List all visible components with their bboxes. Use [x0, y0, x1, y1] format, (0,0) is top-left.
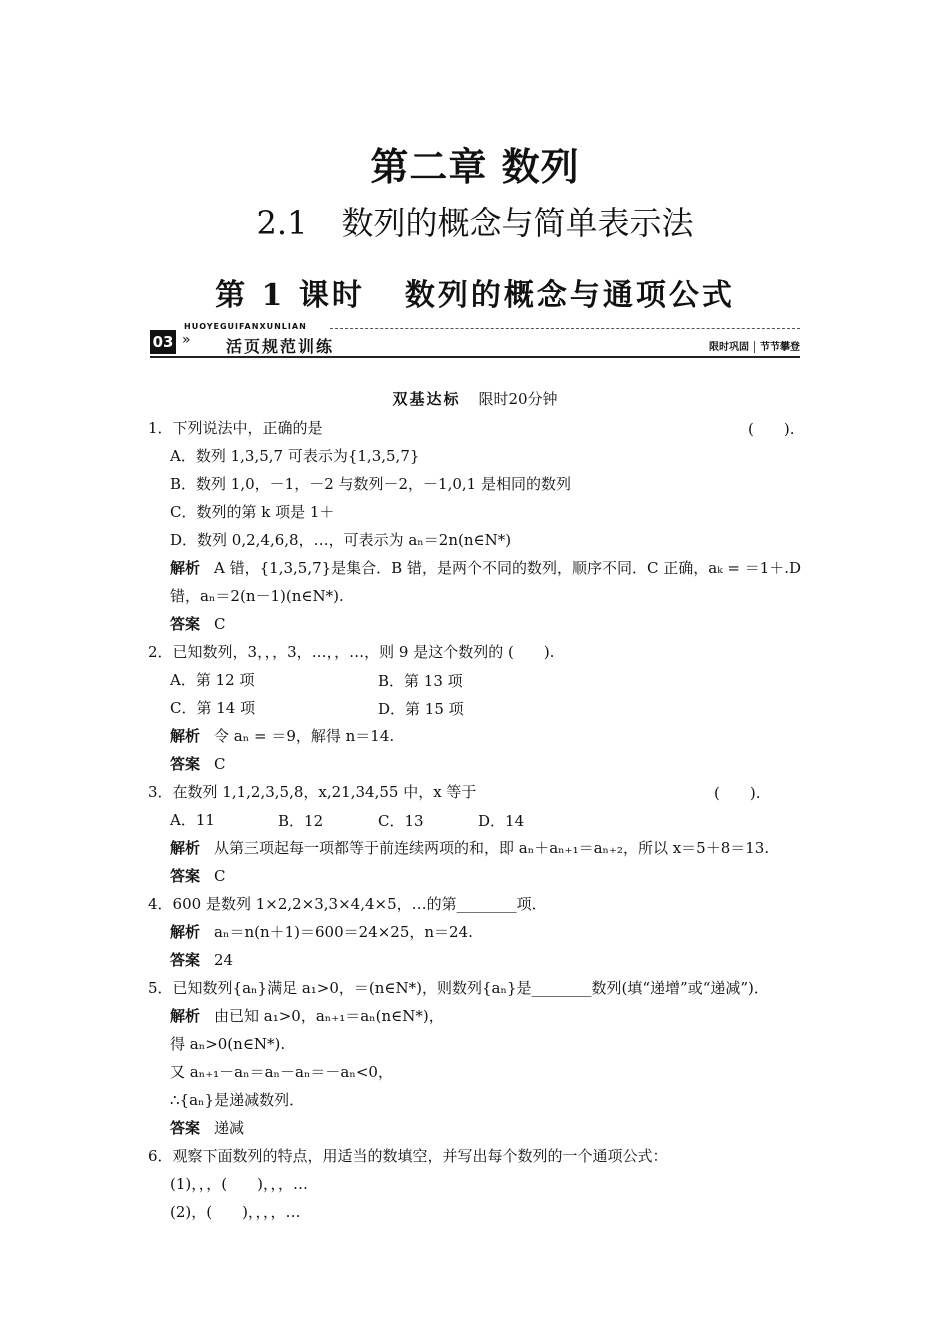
- subheading-label: 双基达标: [392, 390, 461, 408]
- solution-label: 解析: [170, 727, 201, 745]
- answer-label: 答案: [170, 1119, 201, 1137]
- banner-tags: [709, 338, 800, 353]
- chapter-title: 第二章 数列: [370, 144, 580, 189]
- solution: [170, 1006, 444, 1026]
- section-title: [0, 198, 950, 244]
- answer-value: 递减: [214, 1119, 245, 1137]
- answer-value: 24: [214, 951, 234, 969]
- solution-label: 解析: [170, 839, 201, 857]
- answer-label: 答案: [170, 867, 201, 885]
- answer: [170, 614, 226, 634]
- solution: [170, 922, 473, 942]
- solution-label: 解析: [170, 559, 201, 577]
- section-name: 数列的概念与简单表示法: [341, 204, 694, 242]
- answer: [170, 950, 233, 970]
- question-2: 2．已知数列，3，，，3，…，，…，则 9 是这个数列的 ( ).: [148, 643, 555, 661]
- option-c: C．13: [378, 812, 424, 830]
- answer-blank: ( ).: [714, 784, 761, 802]
- question-1: 1．下列说法中，正确的是: [148, 419, 323, 437]
- question-4: 4．600 是数列 1×2,2×3,3×4,4×5，…的第________项．: [148, 895, 547, 913]
- option-a: A．11: [170, 811, 215, 829]
- option-b: B．数列 1,0，－1，－2 与数列－2，－1,0,1 是相同的数列: [170, 475, 571, 493]
- option-a: A．第 12 项: [170, 671, 255, 689]
- practice-banner: [150, 322, 800, 360]
- lesson-title: [0, 270, 950, 314]
- solution: [170, 726, 394, 746]
- solution-cont: 得 aₙ>0(n∈N*).: [170, 1035, 286, 1053]
- question-3: 3．在数列 1,1,2,3,5,8，x,21,34,55 中，x 等于: [148, 783, 477, 801]
- subheading: [0, 388, 950, 409]
- solution-text: A 错，{1,3,5,7}是集合．B 错，是两个不同的数列，顺序不同．C 正确，aₖ = ＝1＋.D: [214, 559, 802, 577]
- lesson-number: 第 1 课时: [215, 278, 365, 313]
- banner-tag-2: 节节攀登: [760, 342, 800, 353]
- solution-cont: ∴{aₙ}是递减数列．: [170, 1091, 305, 1109]
- banner-rule: [150, 356, 800, 358]
- solution-cont: 又 aₙ₊₁－aₙ＝aₙ－aₙ＝－aₙ<0，: [170, 1063, 393, 1081]
- option-c: C．第 14 项: [170, 699, 256, 717]
- answer-label: 答案: [170, 615, 201, 633]
- banner-dashed-line: [330, 328, 800, 329]
- answer-value: C: [214, 867, 226, 885]
- option-c: C．数列的第 k 项是 1＋: [170, 503, 335, 521]
- solution: [170, 558, 801, 578]
- option-b: B．12: [278, 812, 324, 830]
- option-a: A．数列 1,3,5,7 可表示为{1,3,5,7}: [170, 447, 420, 465]
- option-d: D．14: [478, 812, 525, 830]
- solution-text: 由已知 a₁>0，aₙ₊₁＝aₙ(n∈N*)，: [214, 1007, 444, 1025]
- solution-label: 解析: [170, 1007, 201, 1025]
- answer: [170, 1118, 244, 1138]
- subquestion-1: (1)，，，( )，，，…: [170, 1175, 308, 1193]
- question-5: 5．已知数列{aₙ}满足 a₁>0，＝(n∈N*)，则数列{aₙ}是________数列(填“递增”或“递减”)．: [148, 979, 769, 997]
- answer-value: C: [214, 615, 226, 633]
- answer: [170, 754, 226, 774]
- lesson-name: 数列的概念与通项公式: [404, 278, 735, 313]
- question-6: 6．观察下面数列的特点，用适当的数填空，并写出每个数列的一个通项公式：: [148, 1147, 668, 1165]
- solution-text: 从第三项起每一项都等于前连续两项的和，即 aₙ＋aₙ₊₁＝aₙ₊₂，所以 x＝5＋8＝13.: [214, 839, 770, 857]
- section-number: 2.1: [256, 204, 308, 242]
- answer-label: 答案: [170, 755, 201, 773]
- answer: [170, 866, 226, 886]
- banner-pinyin: HUOYEGUIFANXUNLIAN: [184, 322, 307, 331]
- option-b: B．第 13 项: [378, 672, 463, 690]
- banner-tag-1: 限时巩固: [709, 342, 749, 353]
- solution-text: 令 aₙ = ＝9，解得 n＝14.: [214, 727, 395, 745]
- banner-title: 活页规范训练: [226, 337, 335, 356]
- answer-value: C: [214, 755, 226, 773]
- solution-cont: 错，aₙ＝2(n－1)(n∈N*).: [170, 587, 344, 605]
- subquestion-2: (2)，( )，，，，…: [170, 1203, 301, 1221]
- option-d: D．第 15 项: [378, 700, 464, 718]
- answer-blank: ( ).: [748, 420, 795, 438]
- solution-label: 解析: [170, 923, 201, 941]
- banner-number-badge: 03: [150, 330, 176, 354]
- answer-label: 答案: [170, 951, 201, 969]
- option-d: D．数列 0,2,4,6,8，…，可表示为 aₙ＝2n(n∈N*): [170, 531, 512, 549]
- solution: [170, 838, 769, 858]
- chevron-right-icon: »: [182, 332, 191, 348]
- solution-text: aₙ＝n(n＋1)＝600＝24×25，n＝24.: [214, 923, 473, 941]
- subheading-time: 限时20分钟: [478, 390, 558, 408]
